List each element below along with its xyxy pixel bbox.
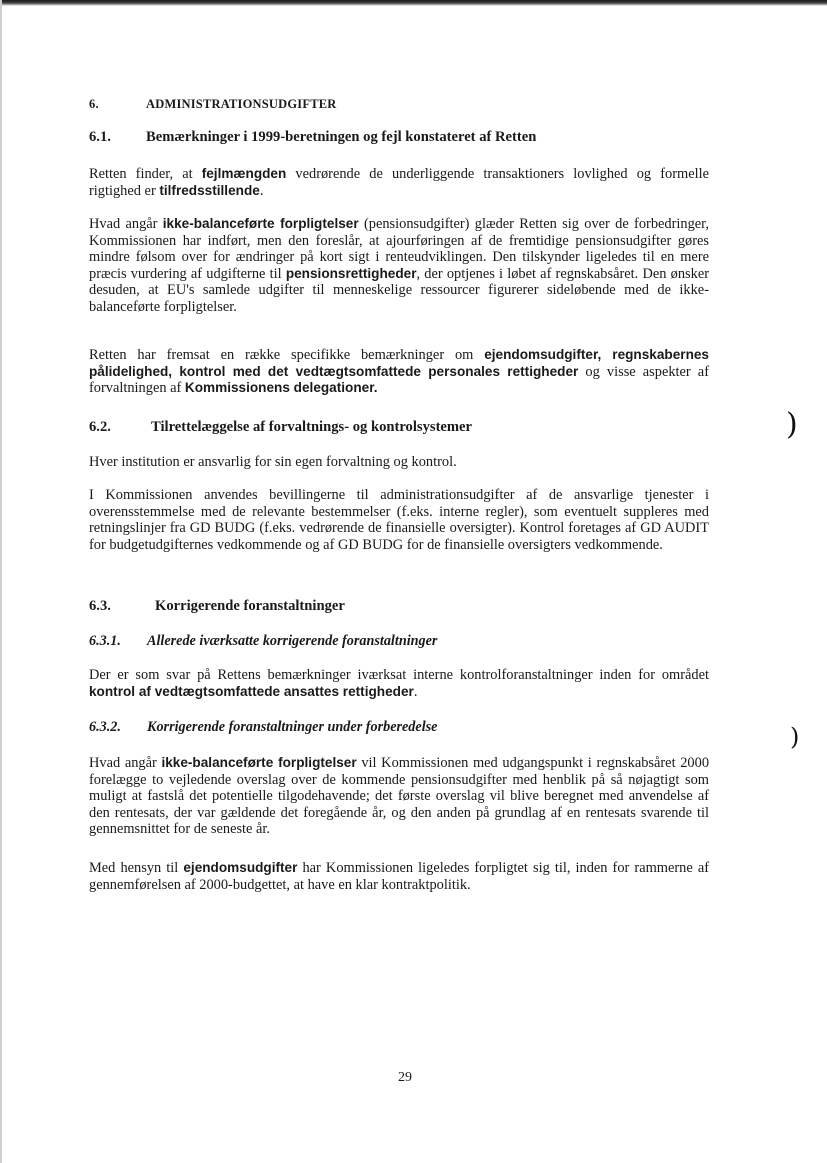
subsection-title: Tilrettelæggelse af forvaltnings- og kontrolsystemer (151, 419, 473, 435)
paragraph (89, 860, 709, 893)
subsection-heading-6-3 (89, 598, 345, 615)
subsection-heading-6-1 (89, 129, 536, 146)
text-run: Hvad angår (89, 216, 163, 232)
paragraph (89, 454, 709, 471)
emphasis-text: Kommissionens delegationer. (184, 380, 378, 396)
text-run: (pensionsudgifter) glæder Retten sig over de forbedringer, Kommissionen har indført, men den foreslår, at ajourføringen af de fremtidige pensionsudgifter gøres mindre følsom over for ændringer på kort sigt i renteudviklingen. Den tilskynder ligeledes til en mere præcis vurdering af udgifterne til (89, 216, 709, 282)
emphasis-text: kontrol af vedtægtsomfattede ansattes rettigheder (89, 683, 414, 699)
scan-edge-top (0, 0, 827, 6)
text-run: og visse aspekter af forvaltningen af (89, 363, 709, 397)
text-run: Retten finder, at (89, 166, 202, 182)
paragraph (89, 487, 709, 553)
subsubsection-number: 6.3.1. (89, 633, 121, 649)
binder-hole-mark: ) (786, 407, 798, 442)
paragraph (89, 347, 709, 397)
text-run: vedrørende de underliggende transaktioners lovlighed og formelle rigtighed er (89, 166, 709, 199)
section-heading (89, 96, 337, 113)
subsubsection-number: 6.3.2. (89, 719, 121, 735)
subsection-number: 6.3. (89, 598, 111, 614)
text-run: vil Kommissionen med udgangspunkt i regnskabsåret 2000 forelægge to vejledende overslag over de kommende pensionsudgifter med henblik på så nøjagtigt som muligt at fastslå det potentielle tilgodehavende; det første overslag vil blive beregnet med anvendelse af den rentesats, der var gældende det foregående år, og den anden på grundlag af en rentesats svarende til gennemsnittet for de seneste år. (89, 755, 710, 838)
text-run: Der er som svar på Rettens bemærkninger iværksat interne kontrolforanstaltninger inden for området (89, 667, 709, 683)
subsection-title: Bemærkninger i 1999-beretningen og fejl konstateret af Retten (146, 129, 537, 145)
paragraph (89, 166, 709, 199)
section-title: ADMINISTRATIONSUDGIFTER (146, 97, 337, 111)
section-number: 6. (89, 97, 99, 111)
text-run: Med hensyn til (89, 860, 184, 876)
emphasis-text: ejendomsudgifter (183, 860, 298, 875)
text-run: Retten har fremsat en række specifikke bemærkninger om (89, 347, 485, 363)
subsection-number: 6.1. (89, 129, 111, 145)
subsubsection-title: Allerede iværksatte korrigerende foranstaltninger (147, 633, 438, 649)
emphasis-text: fejlmængden (201, 166, 287, 181)
text-run: Hvad angår (89, 755, 162, 771)
subsection-title: Korrigerende foranstaltninger (155, 598, 345, 614)
text-run: , der optjenes i løbet af regnskabsåret. Den ønsker desuden, at EU's samlede udgifter til menneskelige ressourcer figurerer sideløbende med de ikke-balanceførte forpligtelser. (89, 265, 709, 315)
text-run: har Kommissionen ligeledes forpligtet sig til, inden for rammerne af gennemførelsen af 2000-budgettet, at have en klar kontraktpolitik. (89, 860, 709, 893)
paragraph (89, 755, 709, 838)
subsection-heading-6-2 (89, 419, 472, 436)
emphasis-text: ikke-balanceførte forpligtelser (161, 755, 357, 770)
subsubsection-heading-6-3-2 (89, 719, 437, 736)
subsubsection-heading-6-3-1 (89, 633, 437, 650)
emphasis-text: pensionsrettigheder (285, 265, 417, 281)
emphasis-text: ejendomsudgifter, regnskabernes pålidelighed, kontrol med det vedtægtsomfattede personales rettigheder (89, 347, 709, 379)
paragraph (89, 667, 709, 700)
text-run: Hver institution er ansvarlig for sin egen forvaltning og kontrol. (89, 454, 457, 470)
emphasis-text: tilfredsstillende (159, 182, 260, 198)
scan-edge-left (0, 0, 2, 1163)
page-number: 29 (398, 1070, 412, 1085)
paragraph (89, 216, 709, 316)
text-run: . (413, 683, 418, 700)
text-run: I Kommissionen anvendes bevillingerne til administrationsudgifter af de ansvarlige tjenester i overensstemmelse med de relevante bestemmelser (f.eks. interne regler), som eventuelt suppleres med retningslinjer fra GD BUDG (f.eks. vedrørende de finansielle oversigter). Kontrol foretages af GD AUDIT for budgetudgifternes vedkommende og af GD BUDG for de finansielle oversigters vedkommende. (89, 487, 709, 553)
subsubsection-title: Korrigerende foranstaltninger under forberedelse (147, 719, 438, 735)
binder-hole-mark: ) (790, 723, 800, 751)
emphasis-text: ikke-balanceførte forpligtelser (162, 216, 359, 231)
subsection-number: 6.2. (89, 419, 111, 435)
text-run: . (259, 182, 264, 199)
